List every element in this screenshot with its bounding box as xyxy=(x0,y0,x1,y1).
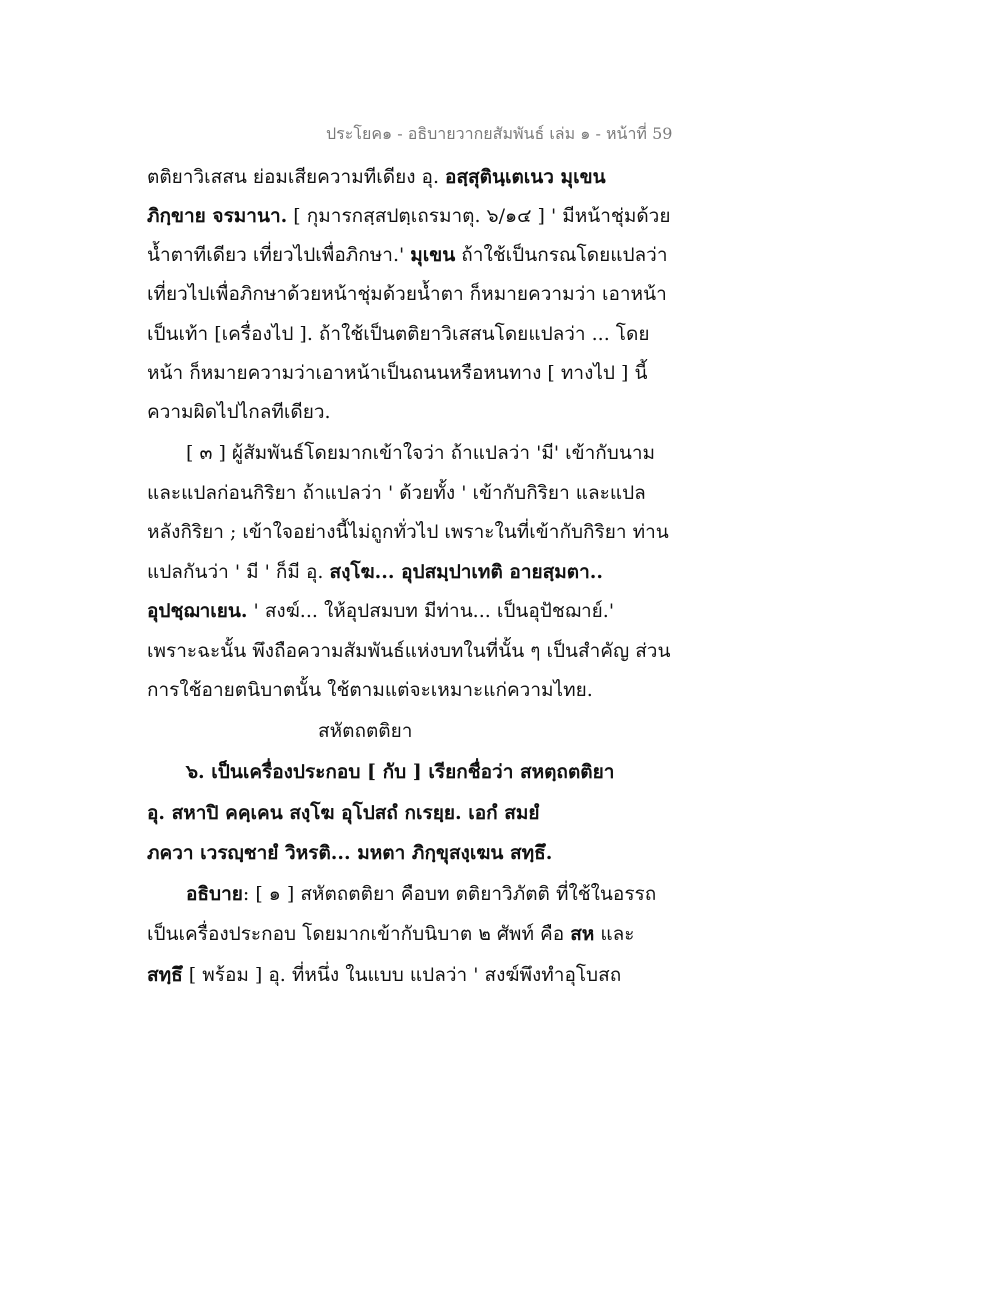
text-line: อุ. สหาปิ คคฺเคน สงฺโฆ อุโปสถํ กเรยฺย. เอกํ สมยํ xyxy=(147,802,540,824)
text-line: [ ๓ ] ผู้สัมพันธ์โดยมากเข้าใจว่า ถ้าแปลว่า 'มี' เข้ากับนาม xyxy=(186,442,656,464)
text-line: ภควา เวรญฺชายํ วิหรติ... มหตา ภิกฺขุสงฺเฆน สทฺธึ. xyxy=(147,842,553,864)
text-line: หน้า ก็หมายความว่าเอาหน้าเป็นถนนหรือหนทาง [ ทางไป ] นี้ xyxy=(147,362,648,384)
text-line: การใช้อายตนิบาตนั้น ใช้ตามแต่จะเหมาะแก่ความไทย. xyxy=(147,679,593,701)
text-line: เป็นเครื่องประกอบ โดยมากเข้ากับนิบาต ๒ ศัพท์ คือ สห และ xyxy=(147,923,635,945)
text-line: ตติยาวิเสสน ย่อมเสียความทีเดียง อุ. อสฺสุตินฺเตเนว มุเขน xyxy=(147,166,606,188)
text-line: แปลกันว่า ' มี ' ก็มี อุ. สงฺโฆ... อุปสมฺปาเทติ อายสฺมตา.. xyxy=(147,561,603,583)
text-line: สทฺธึ [ พร้อม ] อุ. ที่หนึ่ง ในแบบ แปลว่า ' สงฆ์พึงทำอุโบสถ xyxy=(147,964,622,986)
text-line: เป็นเท้า [เครื่องไป ]. ถ้าใช้เป็นตติยาวิเสสนโดยแปลว่า ... โดย xyxy=(147,323,650,345)
page-header: ประโยค๑ - อธิบายวากยสัมพันธ์ เล่ม ๑ - หน้าที่ 59 xyxy=(326,124,673,143)
text-line: อุปชฺฌาเยน. ' สงฆ์... ให้อุปสมบท มีท่าน... เป็นอุปัชฌาย์.' xyxy=(147,600,615,622)
text-line: ความผิดไปไกลทีเดียว. xyxy=(147,401,331,423)
text-line: น้ำตาทีเดียว เที่ยวไปเพื่อภิกษา.' มุเขน ถ้าใช้เป็นกรณโดยแปลว่า xyxy=(147,244,668,266)
text-line: อธิบาย: [ ๑ ] สหัตถตติยา คือบท ตติยาวิภัตติ ที่ใช้ในอรรถ xyxy=(186,883,657,905)
text-line: และแปลก่อนกิริยา ถ้าแปลว่า ' ด้วยทั้ง ' เข้ากับกิริยา และแปล xyxy=(147,482,646,504)
text-line: ๖. เป็นเครื่องประกอบ [ กับ ] เรียกชื่อว่า สหตฺถตติยา xyxy=(186,761,615,783)
text-line: หลังกิริยา ; เข้าใจอย่างนี้ไม่ถูกทั่วไป เพราะในที่เข้ากับกิริยา ท่าน xyxy=(147,521,669,543)
text-line: เพราะฉะนั้น พึงถือความสัมพันธ์แห่งบทในที่นั้น ๆ เป็นสำคัญ ส่วน xyxy=(147,640,671,662)
text-line: เที่ยวไปเพื่อภิกษาด้วยหน้าชุ่มด้วยน้ำตา ก็หมายความว่า เอาหน้า xyxy=(147,283,667,305)
section-heading: สหัตถตติยา xyxy=(318,720,413,742)
text-line: ภิกฺขาย จรมานา. [ กุมารกสฺสปตฺเถรมาตุ. ๖/๑๔ ] ' มีหน้าชุ่มด้วย xyxy=(147,205,671,227)
